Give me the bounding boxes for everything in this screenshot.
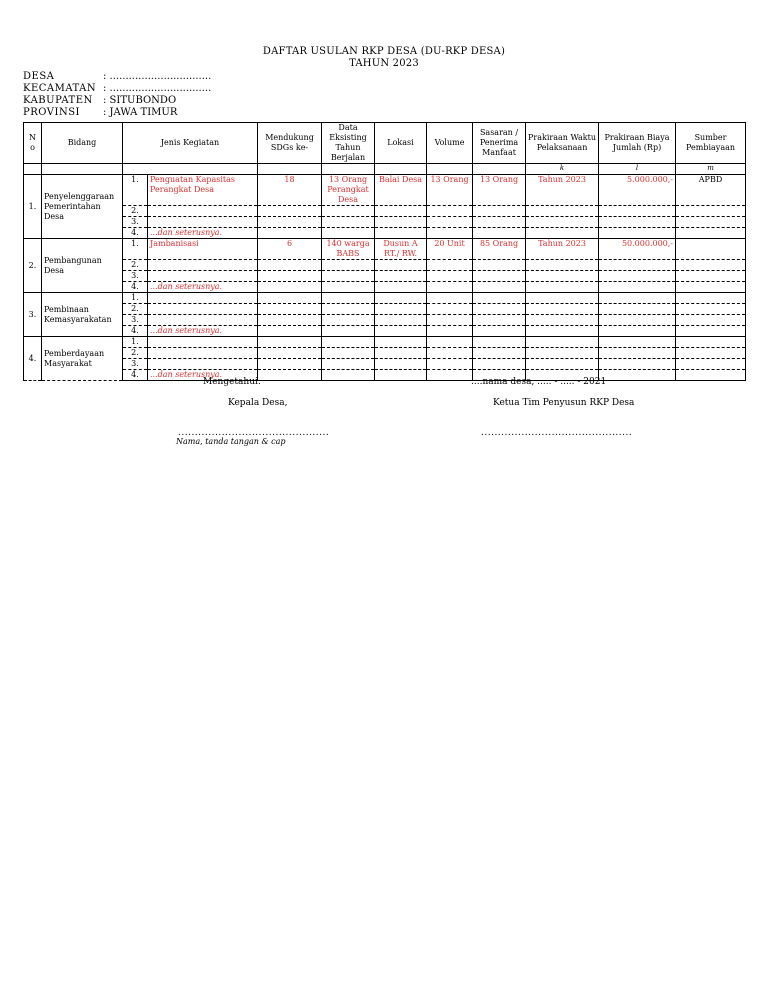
jenis-kegiatan: Penguatan Kapasitas Perangkat Desa [148, 175, 258, 206]
header-row [24, 123, 746, 164]
data-eksisting [322, 217, 375, 228]
sasaran-cell [473, 228, 526, 239]
sdgs-cell [258, 348, 322, 359]
sdgs-cell: 18 [258, 175, 322, 206]
row-number: 3. [123, 359, 148, 370]
header-sdgs: Mendukung SDGs ke- [258, 123, 322, 164]
data-eksisting [322, 206, 375, 217]
waktu-cell [526, 348, 599, 359]
waktu-cell [526, 217, 599, 228]
jenis-kegiatan [148, 217, 258, 228]
sumber-cell [676, 228, 746, 239]
usulan-table [23, 122, 746, 381]
lokasi-cell [375, 271, 427, 282]
group-bidang: Pembangunan Desa [42, 239, 123, 293]
lokasi-cell [375, 359, 427, 370]
sasaran-cell: 85 Orang [473, 239, 526, 260]
waktu-cell [526, 293, 599, 304]
lokasi-cell [375, 217, 427, 228]
sdgs-cell [258, 217, 322, 228]
header-volume: Volume [427, 123, 473, 164]
biaya-cell [599, 206, 676, 217]
sdgs-cell [258, 293, 322, 304]
sdgs-cell [258, 206, 322, 217]
jenis-kegiatan [148, 304, 258, 315]
lokasi-cell [375, 206, 427, 217]
col-number-l: l [599, 164, 676, 175]
biaya-cell [599, 304, 676, 315]
identity-row [23, 83, 211, 95]
lokasi-cell [375, 315, 427, 326]
jenis-kegiatan [148, 260, 258, 271]
waktu-cell [526, 304, 599, 315]
jenis-kegiatan: ...dan seterusnya. [148, 326, 258, 337]
table-row [24, 228, 746, 239]
jenis-kegiatan: Jambanisasi [148, 239, 258, 260]
sasaran-cell [473, 315, 526, 326]
sdgs-cell: 6 [258, 239, 322, 260]
biaya-cell [599, 315, 676, 326]
volume-cell: 13 Orang [427, 175, 473, 206]
sdgs-cell [258, 304, 322, 315]
jenis-kegiatan: ...dan seterusnya. [148, 370, 258, 381]
lokasi-cell: Dusun A RT./ RW. [375, 239, 427, 260]
sumber-cell [676, 337, 746, 348]
group-bidang: Pembinaan Kemasyarakatan [42, 293, 123, 337]
jenis-kegiatan [148, 271, 258, 282]
volume-cell [427, 348, 473, 359]
row-number: 2. [123, 260, 148, 271]
sasaran-cell [473, 271, 526, 282]
table-row [24, 217, 746, 228]
data-eksisting [322, 370, 375, 381]
row-number: 2. [123, 348, 148, 359]
sumber-cell [676, 239, 746, 260]
identity-value: : ................................ [103, 71, 212, 82]
row-number: 4. [123, 228, 148, 239]
group-bidang: Pemberdayaan Masyarakat [42, 337, 123, 381]
lokasi-cell [375, 228, 427, 239]
row-number: 3. [123, 271, 148, 282]
sdgs-cell [258, 315, 322, 326]
column-number-row [24, 164, 746, 175]
row-number: 3. [123, 315, 148, 326]
sdgs-cell [258, 370, 322, 381]
data-eksisting [322, 228, 375, 239]
header-no: N o [24, 123, 42, 164]
table-row [24, 282, 746, 293]
kepala-desa-label: Kepala Desa, [228, 398, 288, 408]
sasaran-cell [473, 326, 526, 337]
lokasi-cell [375, 326, 427, 337]
header-sasaran: Sasaran / Penerima Manfaat [473, 123, 526, 164]
sdgs-cell [258, 271, 322, 282]
biaya-cell [599, 337, 676, 348]
row-number: 2. [123, 304, 148, 315]
table-row [24, 239, 746, 260]
biaya-cell: 50.000.000,- [599, 239, 676, 260]
table-row [24, 359, 746, 370]
row-number: 1. [123, 337, 148, 348]
lokasi-cell [375, 348, 427, 359]
biaya-cell [599, 359, 676, 370]
row-number: 4. [123, 370, 148, 381]
sasaran-cell [473, 359, 526, 370]
jenis-kegiatan [148, 315, 258, 326]
group-number: 1. [24, 175, 42, 239]
sumber-cell [676, 315, 746, 326]
volume-cell [427, 359, 473, 370]
row-number: 4. [123, 326, 148, 337]
sumber-cell [676, 326, 746, 337]
sdgs-cell [258, 260, 322, 271]
identity-label: KABUPATEN [23, 95, 93, 106]
lokasi-cell [375, 260, 427, 271]
sasaran-cell [473, 293, 526, 304]
waktu-cell [526, 326, 599, 337]
signature-line-right: ............................................. [481, 428, 633, 438]
row-number: 1. [123, 175, 148, 206]
identity-label: KECAMATAN [23, 83, 97, 94]
table-row [24, 370, 746, 381]
waktu-cell [526, 228, 599, 239]
sdgs-cell [258, 326, 322, 337]
sasaran-cell [473, 206, 526, 217]
sdgs-cell [258, 228, 322, 239]
waktu-cell [526, 260, 599, 271]
volume-cell: 20 Unit [427, 239, 473, 260]
volume-cell [427, 228, 473, 239]
table-row [24, 175, 746, 206]
sumber-cell [676, 271, 746, 282]
name-note: Nama, tanda tangan & cap [176, 437, 286, 446]
biaya-cell [599, 293, 676, 304]
data-eksisting [322, 315, 375, 326]
biaya-cell [599, 282, 676, 293]
group-bidang: Penyelenggaraan Pemerintahan Desa [42, 175, 123, 239]
lokasi-cell [375, 304, 427, 315]
volume-cell [427, 370, 473, 381]
row-number: 1. [123, 239, 148, 260]
signature-line-left: ............................................. [178, 428, 330, 438]
volume-cell [427, 337, 473, 348]
waktu-cell [526, 282, 599, 293]
jenis-kegiatan: ...dan seterusnya. [148, 282, 258, 293]
table-row [24, 315, 746, 326]
volume-cell [427, 271, 473, 282]
data-eksisting: 140 warga BABS [322, 239, 375, 260]
sasaran-cell [473, 217, 526, 228]
sumber-cell [676, 260, 746, 271]
biaya-cell [599, 228, 676, 239]
data-eksisting [322, 337, 375, 348]
volume-cell [427, 206, 473, 217]
data-eksisting [322, 271, 375, 282]
ketua-tim-label: Ketua Tim Penyusun RKP Desa [493, 398, 635, 408]
data-eksisting [322, 304, 375, 315]
sasaran-cell [473, 260, 526, 271]
jenis-kegiatan [148, 337, 258, 348]
sdgs-cell [258, 282, 322, 293]
biaya-cell [599, 217, 676, 228]
identity-value: : SITUBONDO [103, 95, 177, 106]
data-eksisting [322, 293, 375, 304]
header-sumber: Sumber Pembiayaan [676, 123, 746, 164]
identity-row [23, 71, 211, 83]
biaya-cell: 5.000.000,- [599, 175, 676, 206]
sumber-cell: APBD [676, 175, 746, 206]
table-row [24, 260, 746, 271]
sasaran-cell [473, 282, 526, 293]
row-number: 2. [123, 206, 148, 217]
header-data: Data Eksisting Tahun Berjalan [322, 123, 375, 164]
group-number: 2. [24, 239, 42, 293]
identity-row [23, 95, 211, 107]
biaya-cell [599, 370, 676, 381]
document-title: DAFTAR USULAN RKP DESA (DU-RKP DESA) [262, 46, 506, 57]
data-eksisting [322, 359, 375, 370]
mengetahui-label: Mengetahui: [203, 377, 261, 387]
data-eksisting [322, 282, 375, 293]
identity-value: : JAWA TIMUR [103, 107, 178, 118]
sumber-cell [676, 304, 746, 315]
sumber-cell [676, 370, 746, 381]
volume-cell [427, 315, 473, 326]
sasaran-cell [473, 337, 526, 348]
table-row [24, 348, 746, 359]
biaya-cell [599, 271, 676, 282]
identity-value: : ................................ [103, 83, 212, 94]
table-row [24, 304, 746, 315]
sdgs-cell [258, 337, 322, 348]
row-number: 1. [123, 293, 148, 304]
jenis-kegiatan [148, 359, 258, 370]
lokasi-cell [375, 282, 427, 293]
row-number: 3. [123, 217, 148, 228]
waktu-cell [526, 315, 599, 326]
jenis-kegiatan [148, 348, 258, 359]
waktu-cell [526, 206, 599, 217]
biaya-cell [599, 348, 676, 359]
header-lokasi: Lokasi [375, 123, 427, 164]
group-number: 3. [24, 293, 42, 337]
header-jenis: Jenis Kegiatan [123, 123, 258, 164]
sumber-cell [676, 282, 746, 293]
volume-cell [427, 304, 473, 315]
header-waktu: Prakiraan Waktu Pelaksanaan [526, 123, 599, 164]
volume-cell [427, 260, 473, 271]
table-row [24, 337, 746, 348]
lokasi-cell [375, 293, 427, 304]
sumber-cell [676, 293, 746, 304]
lokasi-cell [375, 370, 427, 381]
data-eksisting [322, 326, 375, 337]
data-eksisting [322, 348, 375, 359]
jenis-kegiatan: ...dan seterusnya. [148, 228, 258, 239]
header-bidang: Bidang [42, 123, 123, 164]
lokasi-cell: Balai Desa [375, 175, 427, 206]
waktu-cell [526, 271, 599, 282]
sumber-cell [676, 348, 746, 359]
jenis-kegiatan [148, 293, 258, 304]
identity-row [23, 107, 211, 119]
sasaran-cell [473, 304, 526, 315]
col-number-k: k [526, 164, 599, 175]
header-biaya: Prakiraan Biaya Jumlah (Rp) [599, 123, 676, 164]
volume-cell [427, 293, 473, 304]
document-subtitle: TAHUN 2023 [349, 58, 419, 69]
identity-label: PROVINSI [23, 107, 81, 118]
waktu-cell: Tahun 2023 [526, 175, 599, 206]
table-row [24, 271, 746, 282]
volume-cell [427, 282, 473, 293]
sumber-cell [676, 217, 746, 228]
volume-cell [427, 326, 473, 337]
place-date: ....nama desa, ..... - ..... - 2021 [471, 377, 607, 387]
biaya-cell [599, 326, 676, 337]
sasaran-cell: 13 Orang [473, 175, 526, 206]
data-eksisting: 13 Orang Perangkat Desa [322, 175, 375, 206]
waktu-cell [526, 337, 599, 348]
col-number-m: m [676, 164, 746, 175]
biaya-cell [599, 260, 676, 271]
waktu-cell [526, 359, 599, 370]
identity-label: DESA [23, 71, 55, 82]
table-row [24, 326, 746, 337]
lokasi-cell [375, 337, 427, 348]
row-number: 4. [123, 282, 148, 293]
group-number: 4. [24, 337, 42, 381]
sdgs-cell [258, 359, 322, 370]
sumber-cell [676, 206, 746, 217]
identity-block [23, 71, 211, 119]
data-eksisting [322, 260, 375, 271]
sumber-cell [676, 359, 746, 370]
jenis-kegiatan [148, 206, 258, 217]
sasaran-cell [473, 348, 526, 359]
table-row [24, 206, 746, 217]
volume-cell [427, 217, 473, 228]
table-row [24, 293, 746, 304]
waktu-cell: Tahun 2023 [526, 239, 599, 260]
